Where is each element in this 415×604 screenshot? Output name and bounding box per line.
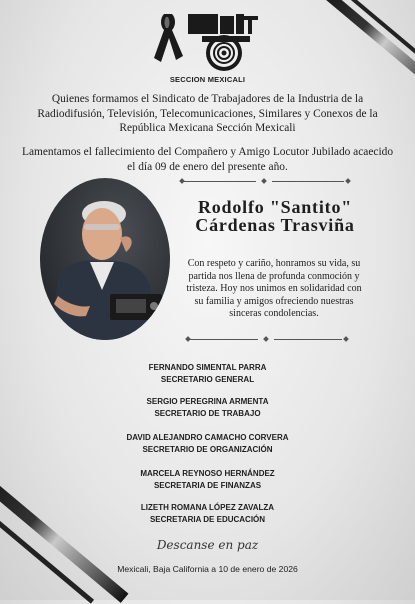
signatory-name: LIZETH ROMANA LÓPEZ ZAVALZA [140, 503, 275, 512]
notice-paragraph: Lamentamos el fallecimiento del Compañero y Amigo Locutor Jubilado acaecido el día 09 de enero del presente año. [21, 146, 394, 173]
logo-caption: SECCION MEXICALI [169, 75, 246, 84]
portrait-photo [40, 178, 170, 340]
deceased-name-line1: Rodolfo "Santito" [197, 197, 353, 217]
intro-paragraph: Quienes formamos el Sindicato de Trabajadores de la Industria de la Radiodifusión, Televisión, Telecomunicaciones, Similares y Conexos de la República Mexicana Sección Mexicali [37, 93, 378, 134]
signatory-role: SECRETARIO GENERAL [160, 374, 255, 384]
signatory-role: SECRETARIA DE EDUCACIÓN [149, 514, 266, 524]
ornament-divider [186, 336, 348, 342]
union-logo [150, 8, 270, 78]
ornament-divider [180, 178, 350, 184]
signatory-name: MARCELA REYNOSO HERNÁNDEZ [140, 469, 275, 478]
signatory [0, 362, 415, 385]
signatory [0, 432, 415, 455]
signatory-role: SECRETARIA DE FINANZAS [153, 480, 262, 490]
signatory [0, 468, 415, 491]
place-and-date: Mexicali, Baja California a 10 de enero de 2026 [117, 564, 298, 574]
signatory [0, 396, 415, 419]
signatory-name: DAVID ALEJANDRO CAMACHO CORVERA [126, 433, 289, 442]
emblem-icon [188, 14, 258, 71]
deceased-name-line2: Cárdenas Trasviña [195, 215, 355, 235]
mourning-ribbon-icon [154, 14, 183, 62]
signatory-name: SERGIO PEREGRINA ARMENTA [146, 397, 269, 406]
signatory-role: SECRETARIO DE TRABAJO [154, 408, 261, 418]
rest-in-peace: Descanse en paz [156, 538, 259, 552]
signatory [0, 502, 415, 525]
condolence-message: Con respeto y cariño, honramos su vida, su partida nos llena de profunda conmoción y tristeza. Hoy nos unimos en solidaridad con su familia y amigos ofreciendo nuestras sinceras condolencias. [186, 258, 362, 320]
signatory-role: SECRETARIO DE ORGANIZACIÓN [142, 444, 273, 454]
signatory-name: FERNANDO SIMENTAL PARRA [148, 363, 267, 372]
